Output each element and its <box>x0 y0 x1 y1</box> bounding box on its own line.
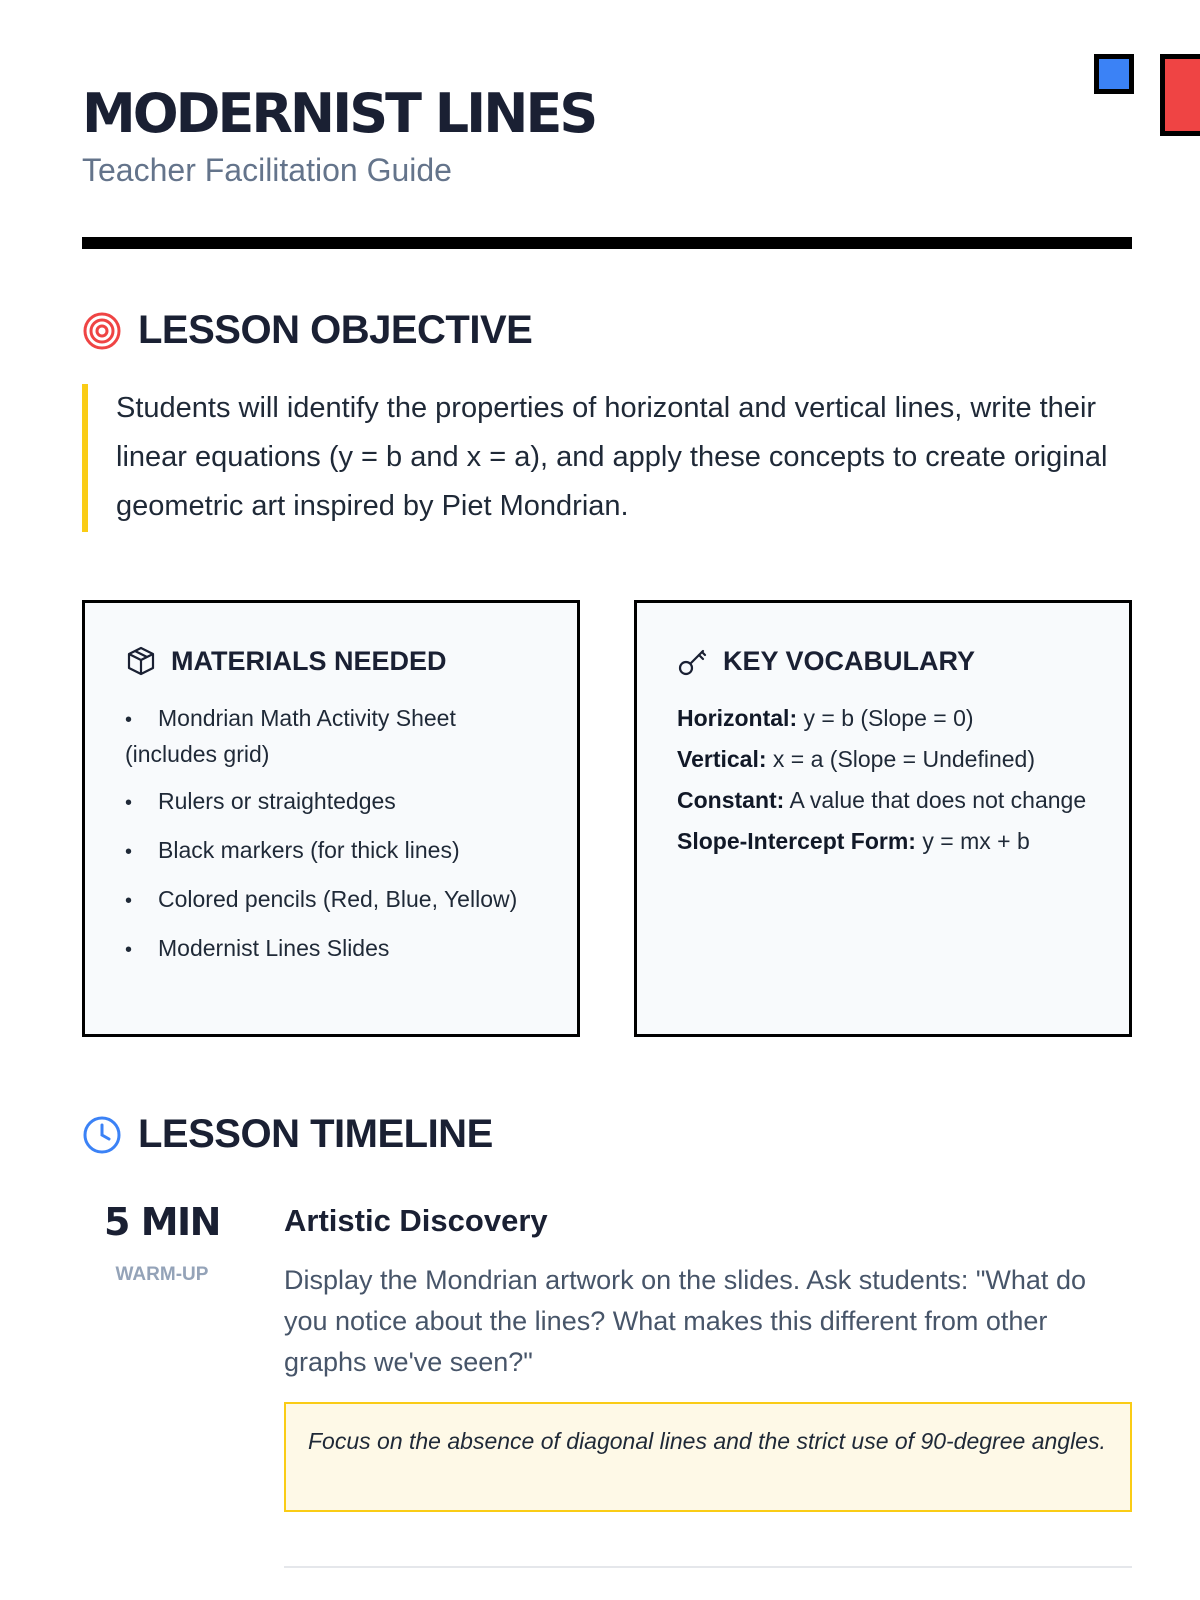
vocab-term-row <box>677 742 1089 776</box>
vocab-definition: A value that does not change <box>789 787 1087 813</box>
list-item: • Rulers or straightedges <box>125 788 396 814</box>
list-item: • Mondrian Math Activity Sheet (includes grid) <box>125 705 456 767</box>
vocabulary-heading <box>677 645 1089 677</box>
vocabulary-card <box>634 600 1132 1037</box>
page-title: MODERNIST LINES <box>82 82 596 145</box>
timeline-divider <box>284 1566 1132 1568</box>
vocab-term: Vertical: <box>677 746 767 772</box>
vocab-definition: y = mx + b <box>922 828 1030 854</box>
vocab-term-row <box>677 824 1089 858</box>
timeline-activity-title: Artistic Discovery <box>284 1203 548 1238</box>
material-label: Mondrian Math Activity Sheet (includes grid) <box>125 705 456 767</box>
blue-square-decoration <box>1094 54 1134 94</box>
material-label: Modernist Lines Slides <box>158 935 390 961</box>
header-divider <box>82 237 1132 249</box>
target-icon <box>82 311 122 351</box>
materials-list <box>125 701 537 967</box>
material-label: Rulers or straightedges <box>158 788 396 814</box>
vocabulary-heading-label: KEY VOCABULARY <box>723 645 976 676</box>
page-subtitle: Teacher Facilitation Guide <box>82 152 452 188</box>
package-icon <box>125 645 157 677</box>
vocab-definition: x = a (Slope = Undefined) <box>772 746 1035 772</box>
objective-text: Students will identify the properties of horizontal and vertical lines, write their linear equations (y = b and x = a), and apply these concepts to create original geometric art inspired by Piet Mondrian. <box>82 384 1132 532</box>
red-square-decoration <box>1160 54 1200 136</box>
vocab-term-row <box>677 701 1089 735</box>
objective-heading <box>82 308 532 353</box>
timeline-heading-label: LESSON TIMELINE <box>138 1112 493 1156</box>
vocab-term: Horizontal: <box>677 705 798 731</box>
materials-heading <box>125 645 537 677</box>
list-item: • Modernist Lines Slides <box>125 935 390 961</box>
timeline-phase-tag: WARM-UP <box>115 1264 209 1285</box>
timeline-activity-description: Display the Mondrian artwork on the slides. Ask students: "What do you notice about the lines? What makes this different from other graphs we've seen?" <box>284 1265 1086 1377</box>
timeline-heading <box>82 1112 493 1157</box>
vocab-term-row <box>677 783 1089 817</box>
key-icon <box>677 645 709 677</box>
clock-icon <box>82 1115 122 1155</box>
material-label: Black markers (for thick lines) <box>158 837 460 863</box>
objective-heading-label: LESSON OBJECTIVE <box>138 308 533 352</box>
materials-card <box>82 600 580 1037</box>
guide-page <box>82 0 1132 1600</box>
vocab-definition: y = b (Slope = 0) <box>803 705 974 731</box>
list-item: • Colored pencils (Red, Blue, Yellow) <box>125 886 518 912</box>
timeline-duration: 5 MIN <box>104 1200 220 1244</box>
list-item: • Black markers (for thick lines) <box>125 837 460 863</box>
timeline-teacher-note: Focus on the absence of diagonal lines and the strict use of 90-degree angles. <box>284 1402 1132 1512</box>
vocab-term: Slope-Intercept Form: <box>677 828 916 854</box>
material-label: Colored pencils (Red, Blue, Yellow) <box>158 886 518 912</box>
vocab-term: Constant: <box>677 787 785 813</box>
materials-heading-label: MATERIALS NEEDED <box>171 645 447 676</box>
